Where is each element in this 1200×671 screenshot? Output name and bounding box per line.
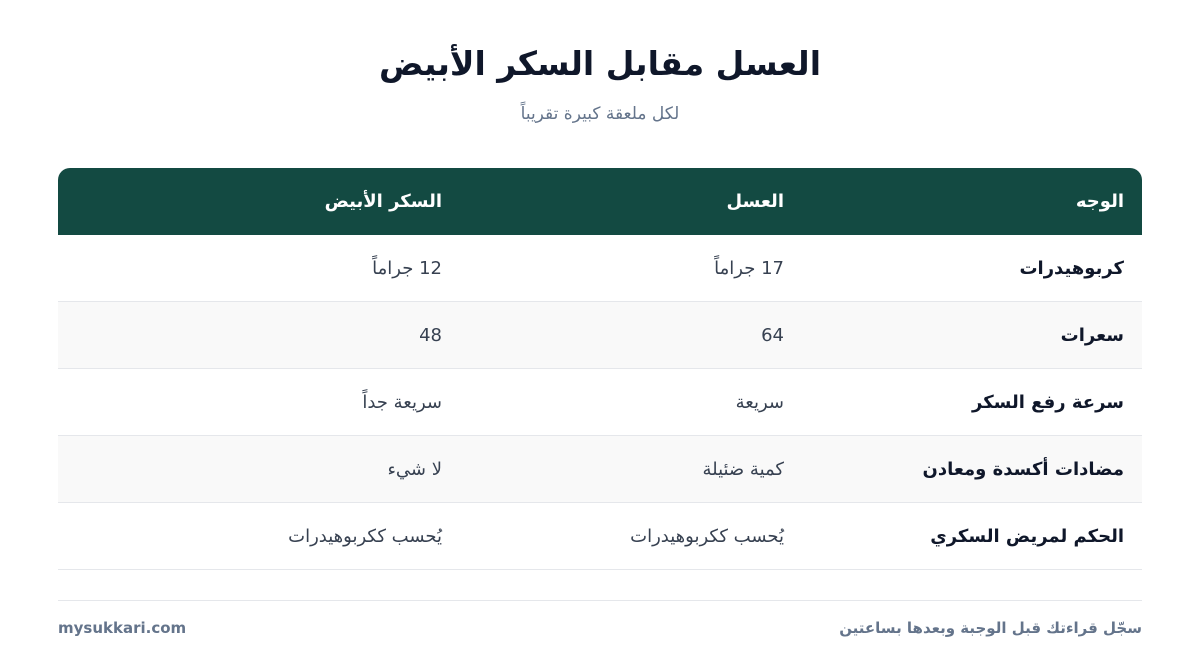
honey-value: يُحسب ككربوهيدرات	[630, 525, 784, 547]
row-label: سرعة رفع السكر	[972, 391, 1124, 413]
page-title: العسل مقابل السكر الأبيض	[378, 44, 822, 83]
page-subtitle: لكل ملعقة كبيرة تقريباً	[520, 104, 680, 124]
sugar-value: 48	[419, 324, 442, 346]
honey-value: 17 جراماً	[714, 257, 784, 279]
honey-value: سريعة	[735, 391, 784, 413]
table-header	[58, 168, 1142, 235]
honey-value: كمية ضئيلة	[702, 458, 784, 480]
sugar-value: سريعة جداً	[362, 391, 442, 413]
sugar-value: لا شيء	[387, 458, 442, 480]
column-header-white-sugar: السكر الأبيض	[324, 191, 442, 212]
row-label: كربوهيدرات	[1019, 257, 1124, 279]
footer-divider	[58, 600, 1142, 601]
comparison-table	[58, 168, 1142, 570]
table-row	[58, 369, 1142, 436]
honey-value: 64	[761, 324, 784, 346]
footer-note: سجّل قراءتك قبل الوجبة وبعدها بساعتين	[839, 619, 1142, 637]
row-label: سعرات	[1060, 324, 1124, 346]
column-header-aspect: الوجه	[1075, 191, 1124, 212]
sugar-value: 12 جراماً	[372, 257, 442, 279]
table-row	[58, 503, 1142, 570]
table-row	[58, 235, 1142, 302]
table-row	[58, 436, 1142, 503]
sugar-value: يُحسب ككربوهيدرات	[288, 525, 442, 547]
site-link[interactable]: mysukkari.com	[58, 619, 187, 637]
row-label: الحكم لمريض السكري	[930, 525, 1124, 547]
column-header-honey: العسل	[726, 191, 784, 212]
table-row	[58, 302, 1142, 369]
row-label: مضادات أكسدة ومعادن	[922, 458, 1124, 480]
